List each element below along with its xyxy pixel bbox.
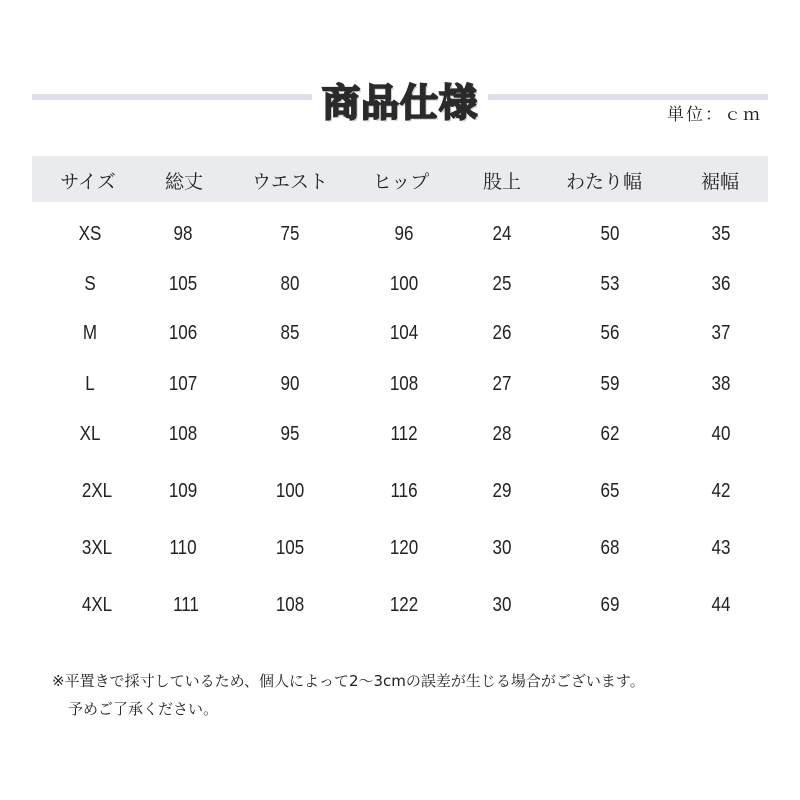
cell-hem-width: 43 [711,537,731,559]
cell-rise: 27 [492,373,512,395]
cell-waist: 85 [280,322,300,344]
cell-rise: 25 [492,273,512,295]
table-row [0,480,800,510]
cell-waist: 90 [280,373,300,395]
measurement-note: ※平置きで採寸しているため、個人によって2～3cmの誤差が生じる場合がございます。 [52,672,645,690]
cell-hem-width: 35 [711,223,731,245]
header-length: 総丈 [164,171,204,193]
cell-thigh-width: 68 [600,537,620,559]
header-hem-width: 裾幅 [700,171,740,193]
cell-size: XS [78,223,102,245]
page-title: 商品仕様 [321,81,478,125]
cell-length: 109 [168,480,198,502]
cell-rise: 28 [492,423,512,445]
cell-size: L [85,373,95,395]
cell-hip: 120 [389,537,419,559]
cell-size: 4XL [81,594,113,616]
measurement-note-continued: 予めご了承ください。 [68,700,219,718]
header-thigh-width: わたり幅 [565,171,643,193]
cell-hem-width: 42 [711,480,731,502]
cell-rise: 24 [492,223,512,245]
cell-hem-width: 36 [711,273,731,295]
cell-hem-width: 37 [711,322,731,344]
cell-hip: 100 [389,273,419,295]
cell-rise: 29 [492,480,512,502]
cell-thigh-width: 69 [600,594,620,616]
cell-thigh-width: 50 [600,223,620,245]
cell-hip: 104 [389,322,419,344]
title-rule-left [32,94,312,100]
unit-label: 単位：ｃｍ [667,105,762,125]
cell-length: 106 [168,322,198,344]
header-rise: 股上 [482,171,522,193]
cell-hip: 122 [389,594,419,616]
cell-thigh-width: 56 [600,322,620,344]
table-row [0,223,800,253]
cell-size: 3XL [81,537,113,559]
cell-rise: 30 [492,594,512,616]
header-hip: ヒップ [372,171,430,193]
cell-waist: 100 [275,480,305,502]
cell-length: 111 [173,594,199,616]
cell-length: 107 [168,373,198,395]
table-row [0,373,800,403]
cell-hip: 112 [390,423,418,445]
cell-hem-width: 44 [711,594,731,616]
cell-size: M [82,322,98,344]
cell-hip: 116 [390,480,418,502]
table-row [0,273,800,303]
cell-hem-width: 40 [711,423,731,445]
cell-thigh-width: 59 [600,373,620,395]
cell-waist: 95 [280,423,300,445]
table-row [0,322,800,352]
cell-hem-width: 38 [711,373,731,395]
cell-length: 110 [169,537,197,559]
cell-waist: 75 [280,223,300,245]
cell-rise: 26 [492,322,512,344]
cell-thigh-width: 53 [600,273,620,295]
cell-waist: 108 [275,594,305,616]
cell-thigh-width: 62 [600,423,620,445]
cell-size: XL [79,423,101,445]
cell-size: S [84,273,96,295]
cell-hip: 108 [389,373,419,395]
cell-length: 108 [168,423,198,445]
cell-thigh-width: 65 [600,480,620,502]
cell-length: 98 [173,223,193,245]
cell-size: 2XL [81,480,113,502]
table-row [0,594,800,624]
table-row [0,423,800,453]
table-row [0,537,800,567]
cell-waist: 105 [275,537,305,559]
cell-waist: 80 [280,273,300,295]
cell-hip: 96 [394,223,414,245]
size-table-header [32,156,768,202]
cell-length: 105 [168,273,198,295]
header-size: サイズ [60,171,116,193]
cell-rise: 30 [492,537,512,559]
header-waist: ウエスト [251,171,329,193]
